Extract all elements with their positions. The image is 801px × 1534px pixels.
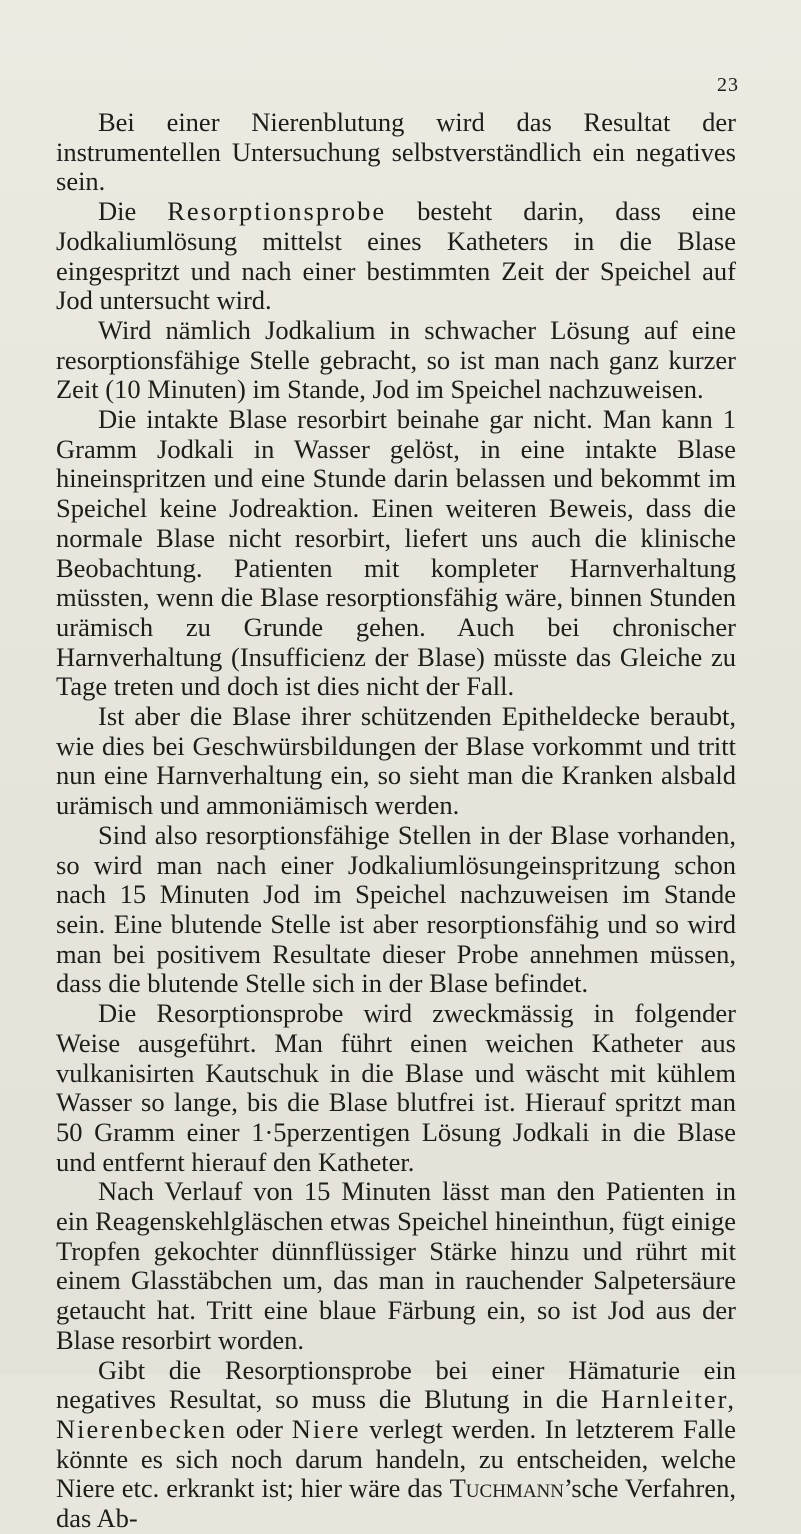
paragraph-4: Die intakte Blase resorbirt beinahe gar nicht. Man kann 1 Gramm Jodkali in Wasser gelöst, in eine intakte Blase hineinspritzen und eine Stunde darin belassen und bekommt im Speichel keine Jodreaktion. Einen weiteren Beweis, dass die normale Blase nicht resorbirt, liefert uns auch die klinische Beobachtung. Patienten mit kompleter Harnverhaltung müssten, wenn die Blase resorptionsfähig wäre, binnen Stunden urämisch zu Grunde gehen. Auch bei chronischer Harnverhaltung (Insufficienz der Blase) müsste das Gleiche zu Tage treten und doch ist dies nicht der Fall. — [56, 404, 736, 702]
paragraph-9-rest: ’sche Verfahren, das Ab- — [56, 1473, 736, 1534]
paragraph-9-middle2: verlegt werden. In letzterem Falle könnte es sich noch darum handeln, zu entscheiden, welche Niere etc. erkrankt ist; hier wäre das — [56, 1413, 736, 1504]
paragraph-7: Die Resorptionsprobe wird zweckmässig in folgender Weise ausgeführt. Man führt einen weichen Katheter aus vulkanisirten Kautschuk in die Blase und wäscht mit kühlem Wasser so lange, bis die Blase blutfrei ist. Hierauf spritzt man 50 Gramm einer 1·5perzentigen Lösung Jodkali in die Blase und entfernt hierauf den Katheter. — [56, 998, 736, 1177]
page-number: 23 — [717, 74, 739, 96]
paragraph-9 — [56, 1356, 736, 1534]
paragraph-2-rest: besteht darin, dass eine Jodkaliumlösung mittelst eines Katheters in die Blase eingespritzt und nach einer bestimmten Zeit der Speichel auf Jod untersucht wird. — [56, 196, 736, 316]
author-name-tuchmann: Tuchmann — [449, 1473, 564, 1504]
term-harnleiter-nierenbecken: Harnleiter, Nierenbecken — [56, 1384, 736, 1444]
body-text — [56, 108, 736, 1534]
paragraph-2 — [56, 197, 736, 316]
paragraph-9-lead: Gibt die Resorptionsprobe bei einer Hämaturie ein negatives Resultat, so muss die Blutung in die — [56, 1354, 736, 1415]
paragraph-1: Bei einer Nierenblutung wird das Resultat der instrumentellen Untersuchung selbstverständlich ein negatives sein. — [56, 107, 736, 197]
paragraph-5: Ist aber die Blase ihrer schützenden Epitheldecke beraubt, wie dies bei Geschwürsbildungen der Blase vorkommt und tritt nun eine Harnverhaltung ein, so sieht man die Kranken alsbald urämisch und ammoniämisch werden. — [56, 701, 736, 821]
paragraph-6: Sind also resorptionsfähige Stellen in der Blase vorhanden, so wird man nach einer Jodkaliumlösungeinspritzung schon nach 15 Minuten Jod im Speichel nachzuweisen im Stande sein. Eine blutende Stelle ist aber resorptionsfähig und so wird man bei positivem Resultate dieser Probe annehmen müssen, dass die blutende Stelle sich in der Blase befindet. — [56, 819, 736, 999]
paragraph-3: Wird nämlich Jodkalium in schwacher Lösung auf eine resorptionsfähige Stelle gebracht, so ist man nach ganz kurzer Zeit (10 Minuten) im Stande, Jod im Speichel nachzuweisen. — [56, 314, 736, 405]
paragraph-2-lead: Die — [98, 196, 168, 227]
paragraph-9-middle: oder — [227, 1413, 292, 1444]
term-resorptionsprobe: Resorptionsprobe — [167, 196, 387, 227]
paragraph-8: Nach Verlauf von 15 Minuten lässt man den Patienten in ein Reagenskehlgläschen etwas Speichel hineinthun, fügt einige Tropfen gekochter dünnflüssiger Stärke hinzu und rührt mit einem Glasstäbchen um, das man in rauchender Salpetersäure getaucht hat. Tritt eine blaue Färbung ein, so ist Jod aus der Blase resorbirt worden. — [56, 1176, 736, 1355]
term-niere: Niere — [291, 1413, 361, 1444]
